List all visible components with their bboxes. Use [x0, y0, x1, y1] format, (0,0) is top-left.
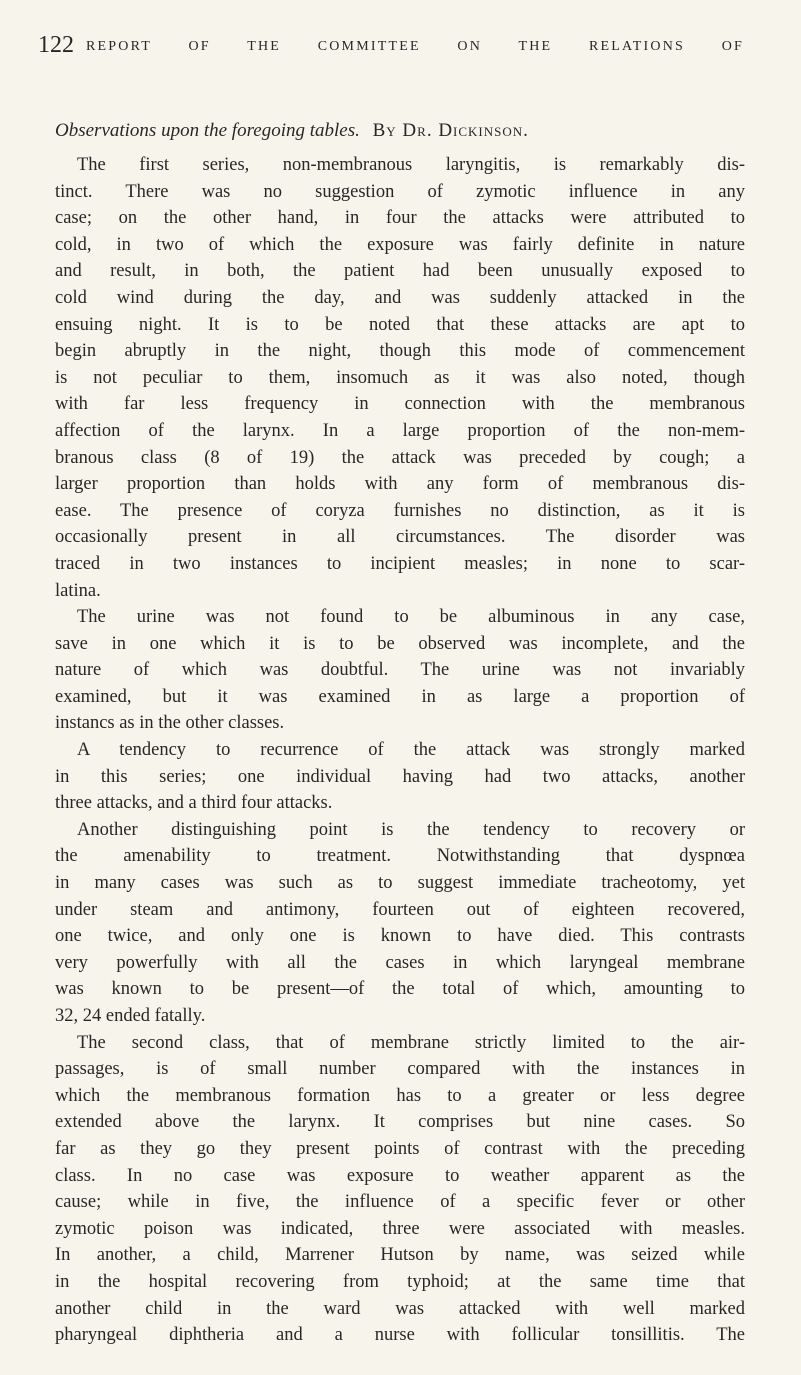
- text-line: traced in two instances to incipient measles; in none to scar-: [55, 553, 745, 574]
- text-line: extended above the larynx. It comprises but nine cases. So: [55, 1112, 745, 1133]
- page-header: [38, 32, 744, 62]
- text-line: in this series; one individual having had two attacks, another: [55, 766, 745, 787]
- page-number: 122: [38, 32, 74, 58]
- text-line: nature of which was doubtful. The urine was not invariably: [55, 660, 745, 681]
- section-title: Observations upon the foregoing tables.: [55, 120, 360, 141]
- text-line: A tendency to recurrence of the attack was strongly marked: [77, 740, 745, 761]
- text-line: far as they go they present points of contrast with the preceding: [55, 1138, 745, 1159]
- text-line: instancs as in the other classes.: [55, 713, 285, 734]
- text-line: another child in the ward was attacked with well marked: [55, 1298, 745, 1319]
- text-line: The first series, non-membranous laryngitis, is remarkably dis-: [77, 155, 745, 175]
- section-heading: [55, 120, 745, 142]
- text-line: which the membranous formation has to a greater or less degree: [55, 1085, 745, 1106]
- text-line: zymotic poison was indicated, three were associated with measles.: [55, 1218, 745, 1239]
- text-line: occasionally present in all circumstances. The disorder was: [55, 527, 745, 548]
- text-line: in many cases was such as to suggest immediate tracheotomy, yet: [55, 873, 745, 894]
- text-line: begin abruptly in the night, though this mode of commencement: [55, 341, 745, 362]
- text-line: 32, 24 ended fatally.: [55, 1006, 206, 1026]
- text-line: class. In no case was exposure to weather apparent as the: [55, 1165, 745, 1186]
- text-line: latina.: [55, 580, 101, 601]
- text-line: case; on the other hand, in four the attacks were attributed to: [55, 208, 745, 229]
- text-line: The second class, that of membrane strictly limited to the air-: [77, 1032, 745, 1053]
- running-title: REPORT OF THE COMMITTEE ON THE RELATIONS OF: [86, 39, 744, 54]
- text-line: three attacks, and a third four attacks.: [55, 793, 333, 814]
- text-line: was known to be present—of the total of which, amounting to: [55, 979, 745, 1000]
- text-line: save in one which it is to be observed was incomplete, and the: [55, 633, 745, 654]
- text-line: ease. The presence of coryza furnishes no distinction, as it is: [55, 500, 745, 521]
- text-line: cold wind during the day, and was suddenly attacked in the: [55, 287, 745, 308]
- text-line: passages, is of small number compared with the instances in: [55, 1059, 745, 1080]
- text-line: cause; while in five, the influence of a specific fever or other: [55, 1192, 745, 1213]
- text-line: is not peculiar to them, insomuch as it was also noted, though: [55, 367, 745, 388]
- text-line: cold, in two of which the exposure was fairly definite in nature: [55, 234, 745, 255]
- text-line: the amenability to treatment. Notwithstanding that dyspnœa: [55, 846, 745, 867]
- text-line: The urine was not found to be albuminous in any case,: [77, 607, 745, 628]
- text-line: pharyngeal diphtheria and a nurse with follicular tonsillitis. The: [55, 1325, 745, 1346]
- text-line: In another, a child, Marrener Hutson by name, was seized while: [55, 1245, 745, 1266]
- text-line: Another distinguishing point is the tendency to recovery or: [77, 819, 745, 840]
- body-text: [55, 152, 745, 1349]
- text-line: with far less frequency in connection with the membranous: [55, 394, 745, 415]
- text-line: examined, but it was examined in as large a proportion of: [55, 686, 745, 707]
- text-line: one twice, and only one is known to have died. This contrasts: [55, 926, 745, 947]
- text-line: branous class (8 of 19) the attack was preceded by cough; a: [55, 447, 745, 468]
- text-line: under steam and antimony, fourteen out of eighteen recovered,: [55, 899, 745, 920]
- text-line: larger proportion than holds with any form of membranous dis-: [55, 474, 745, 495]
- text-line: ensuing night. It is to be noted that these attacks are apt to: [55, 314, 745, 335]
- text-line: affection of the larynx. In a large proportion of the non-mem-: [55, 420, 745, 441]
- text-line: very powerfully with all the cases in which laryngeal membrane: [55, 952, 745, 973]
- text-line: in the hospital recovering from typhoid; at the same time that: [55, 1271, 745, 1292]
- text-line: tinct. There was no suggestion of zymotic influence in any: [55, 181, 745, 202]
- section-byline: By Dr. Dickinson.: [372, 120, 529, 141]
- text-line: and result, in both, the patient had been unusually exposed to: [55, 261, 745, 282]
